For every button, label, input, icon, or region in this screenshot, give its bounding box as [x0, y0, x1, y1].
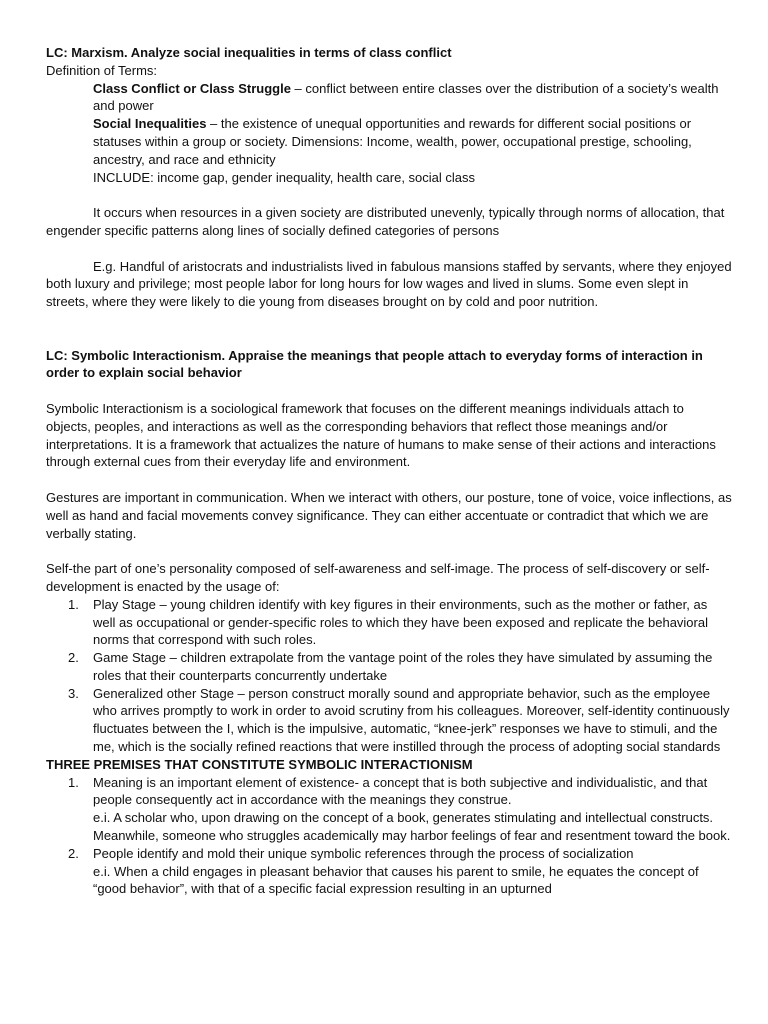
premise-example: e.i. A scholar who, upon drawing on the concept of a book, generates stimulating and intellectual constructs. Meanwhile, someone who struggles academically may harbor feelings of fear and resentment toward the book.: [93, 810, 731, 844]
term-social-inequalities-def: – the existence of unequal opportunities and rewards for different social positions or statuses within a group or society. Dimensions: Income, wealth, power, occupational prestige, schooling, ancestry, and race and ethnicity: [93, 116, 692, 167]
premise-example: e.i. When a child engages in pleasant behavior that causes his parent to smile, he equates the concept of “good behavior”, with that of a specific facial expression resulting in an upturned: [93, 863, 699, 897]
premises-heading: THREE PREMISES THAT CONSTITUTE SYMBOLIC INTERACTIONISM: [46, 756, 473, 772]
symbolic-paragraph-3: Self-the part of one’s personality composed of self-awareness and self-image. The process of self-discovery or self-development is enacted by the usage of:: [46, 561, 710, 594]
term-class-conflict-title: Class Conflict or Class Struggle: [93, 80, 291, 96]
include-line: INCLUDE: income gap, gender inequality, health care, social class: [93, 169, 476, 185]
symbolic-paragraph-1: Symbolic Interactionism is a sociological framework that focuses on the different meanings individuals attach to objects, peoples, and interactions as well as the corresponding behaviors that reflect those meanings and/or interpretations. It is a framework that actualizes the nature of humans to make sense of their actions and interactions through external cues from their everyday life and environment.: [46, 400, 716, 470]
stages-list: [46, 596, 732, 756]
term-class-conflict-def: – conflict between entire classes over the distribution of a society’s wealth and power: [93, 80, 719, 114]
list-item: 2. People identify and mold their unique symbolic references through the process of socialization e.i. When a child engages in pleasant behavior that causes his parent to smile, he equates the concept of “good behavior”, with that of a specific facial expression resulting in an upturned: [68, 845, 699, 897]
definitions-label: Definition of Terms:: [46, 62, 158, 78]
symbolic-paragraph-2: Gestures are important in communication. When we interact with others, our posture, tone of voice, voice inflections, as well as hand and facial movements convey significance. They can either accentuate or contradict that which we are verbally stating.: [46, 489, 732, 541]
term-class-conflict: [46, 80, 732, 116]
marxism-heading: LC: Marxism. Analyze social inequalities in terms of class conflict: [46, 45, 452, 60]
list-item: 2. Game Stage – children extrapolate from the vantage point of the roles they have simulated by assuming the roles that their counterparts concurrently undertake: [68, 650, 713, 683]
marxism-paragraph-1: It occurs when resources in a given society are distributed unevenly, typically through norms of allocation, that engender specific patterns along lines of socially defined categories of persons: [46, 205, 725, 238]
marxism-paragraph-2: E.g. Handful of aristocrats and industrialists lived in fabulous mansions staffed by servants, where they enjoyed both luxury and privilege; most people labor for long hours for low wages and lived in slums. Some even slept in streets, where they were likely to die young from diseases brought on by cold and poor nutrition.: [46, 258, 732, 310]
term-social-inequalities: [46, 115, 732, 168]
term-social-inequalities-title: Social Inequalities: [93, 116, 207, 132]
symbolic-heading: LC: Symbolic Interactionism. Appraise the meanings that people attach to everyday forms of interaction in order to explain social behavior: [46, 347, 703, 381]
list-item: 1. Play Stage – young children identify with key figures in their environments, such as the mother or father, as well as occupational or gender-specific roles to which they have been exposed and replicate the behavioral norms that correspond with such roles.: [68, 596, 708, 648]
list-item: 1. Meaning is an important element of existence- a concept that is both subjective and individualistic, and that people consequently act in accordance with the meanings they construe. e.i. A scholar who, upon drawing on the concept of a book, generates stimulating and intellectual constructs. Meanwhile, someone who struggles academically may harbor feelings of fear and resentment toward the book.: [68, 774, 731, 844]
document-page: [46, 44, 732, 898]
list-item: 3. Generalized other Stage – person construct morally sound and appropriate behavior, such as the employee who arrives promptly to work in order to avoid scrutiny from his colleagues. Moreover, self-identity continuously fluctuates between the I, which is the impulsive, automatic, “knee-jerk” responses we have to stimuli, and the me, which is the socially refined reactions that were instilled through the process of adopting social standards: [68, 685, 730, 755]
premises-list: [46, 774, 732, 899]
